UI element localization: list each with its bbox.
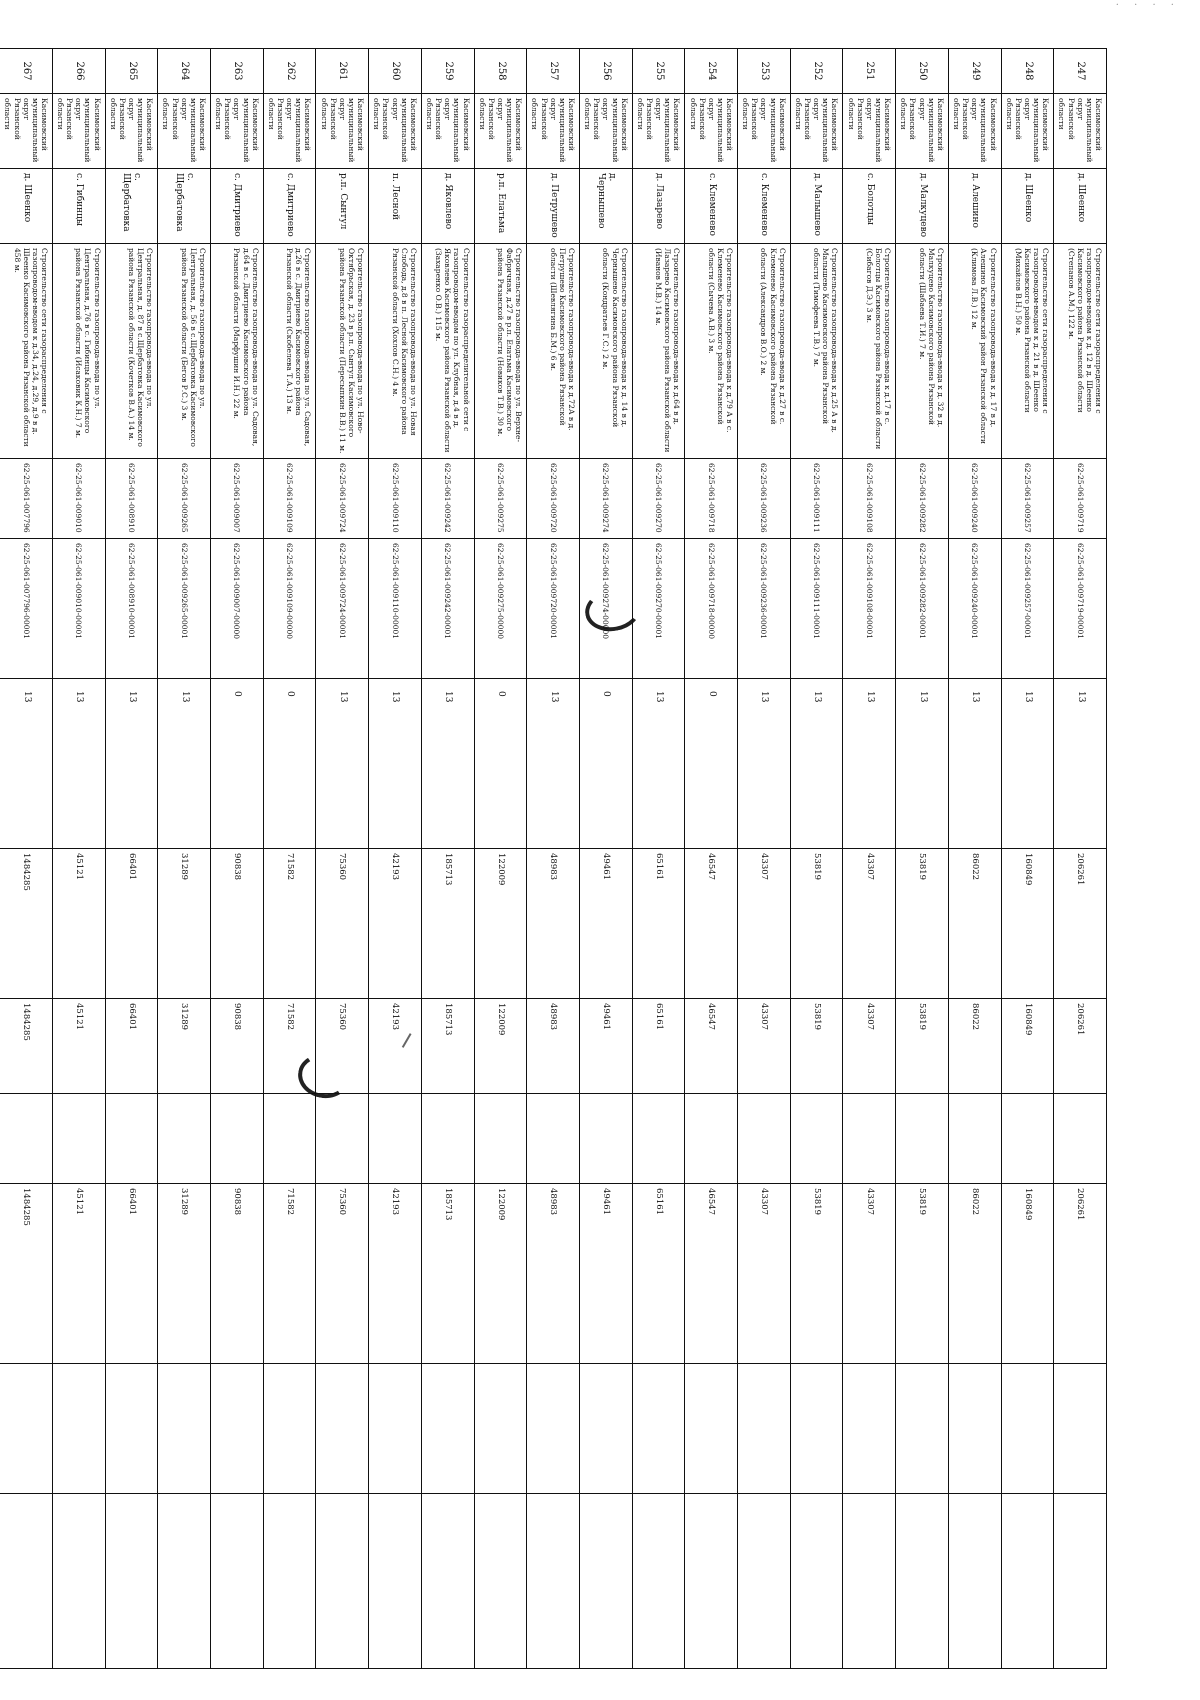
cell-code2: 62-25-061-009275-00000 — [474, 539, 527, 679]
cell-code: 62-25-061-009282 — [896, 459, 949, 539]
cell-zero: 13 — [0, 679, 52, 849]
cell-description: Строительство газопровода-ввода к д.25 А в д. Малышево Касимовского района Рязанской области (Тимофеева Т.В.) 7 м. — [790, 244, 843, 459]
cell-v2: 185713 — [421, 999, 474, 1094]
cell-place: д. Шеенко — [1001, 169, 1054, 244]
cell-n2 — [158, 1494, 211, 1669]
cell-code2: 62-25-061-009010-00001 — [52, 539, 105, 679]
cell-v1: 206261 — [1054, 849, 1107, 999]
cell-n2 — [632, 1494, 685, 1669]
cell-v4: 160849 — [1001, 1184, 1054, 1364]
cell-description: Строительство сети газораспределения с газопроводом-вводом к д.34, д.24, д.29, д.9 в д. Шеенко Касимовского района Рязанской области 458 м. — [0, 244, 52, 459]
cell-n2 — [685, 1494, 738, 1669]
cell-n2 — [316, 1494, 369, 1669]
cell-v3 — [263, 1094, 316, 1184]
cell-place: с. Гибинцы — [52, 169, 105, 244]
cell-v2: 1484285 — [0, 999, 52, 1094]
cell-n2 — [843, 1494, 896, 1669]
cell-num: 247 — [1054, 49, 1107, 94]
table-row — [0, 49, 52, 1669]
cell-description: Строительство газопровода-ввода к д.79 А в с. Клеменево Касимовского района Рязанской области (Сычева А.В.) 3 м. — [685, 244, 738, 459]
cell-n2 — [105, 1494, 158, 1669]
cell-v2: 66401 — [105, 999, 158, 1094]
cell-num: 254 — [685, 49, 738, 94]
cell-code: 62-25-061-009240 — [948, 459, 1001, 539]
cell-num: 262 — [263, 49, 316, 94]
cell-zero: 13 — [158, 679, 211, 849]
cell-n1 — [685, 1364, 738, 1494]
cell-code: 62-25-061-009274 — [579, 459, 632, 539]
cell-district: Касимовский муниципальный округ Рязанской области — [158, 94, 211, 169]
cell-place: с. Клеменево — [685, 169, 738, 244]
cell-num: 261 — [316, 49, 369, 94]
cell-v1: 160849 — [1001, 849, 1054, 999]
cell-v3 — [52, 1094, 105, 1184]
cell-n1 — [369, 1364, 422, 1494]
cell-district: Касимовский муниципальный округ Рязанской области — [685, 94, 738, 169]
cell-place: д. Лазарево — [632, 169, 685, 244]
cell-n2 — [790, 1494, 843, 1669]
cell-v2: 43307 — [738, 999, 791, 1094]
cell-v1: 71582 — [263, 849, 316, 999]
cell-n1 — [738, 1364, 791, 1494]
cell-v2: 53819 — [790, 999, 843, 1094]
cell-v4: 86022 — [948, 1184, 1001, 1364]
cell-n2 — [738, 1494, 791, 1669]
cell-v2: 53819 — [896, 999, 949, 1094]
cell-code2: 62-25-061-009109-00000 — [263, 539, 316, 679]
cell-place: с. Щербатовка — [158, 169, 211, 244]
cell-code: 62-25-061-009236 — [738, 459, 791, 539]
table-row — [158, 49, 211, 1669]
cell-code: 62-25-061-009270 — [632, 459, 685, 539]
table-body — [0, 49, 1107, 1669]
cell-description: Строительство газопровода-ввода по ул. Центральная, д. 56 в с.Щербатовка Касимовского района Рязанской области (Бегов Р.С.) 3 м. — [158, 244, 211, 459]
cell-v1: 122009 — [474, 849, 527, 999]
scan-marks: · · · · — [1115, 0, 1180, 11]
cell-v4: 46547 — [685, 1184, 738, 1364]
cell-description: Строительство газопровода-ввода по ул. Садовая, д.64 в с. Дмитриево Касимовского района Рязанской области (Марфушин И.Н.) 22 м. — [211, 244, 264, 459]
cell-n2 — [369, 1494, 422, 1669]
cell-v1: 1484285 — [0, 849, 52, 999]
cell-place: с. Дмитриево — [263, 169, 316, 244]
cell-district: Касимовский муниципальный округ Рязанской области — [632, 94, 685, 169]
cell-district: Касимовский муниципальный округ Рязанской области — [843, 94, 896, 169]
cell-v3 — [0, 1094, 52, 1184]
cell-code2: 62-25-061-009240-00001 — [948, 539, 1001, 679]
table-row — [474, 49, 527, 1669]
cell-v3 — [948, 1094, 1001, 1184]
cell-v1: 31289 — [158, 849, 211, 999]
cell-code2: 62-25-061-009110-00001 — [369, 539, 422, 679]
cell-code: 62-25-061-009724 — [316, 459, 369, 539]
cell-num: 264 — [158, 49, 211, 94]
cell-n1 — [790, 1364, 843, 1494]
cell-code2: 62-25-061-009007-00000 — [211, 539, 264, 679]
cell-v1: 86022 — [948, 849, 1001, 999]
cell-num: 259 — [421, 49, 474, 94]
cell-num: 256 — [579, 49, 632, 94]
cell-num: 263 — [211, 49, 264, 94]
cell-n1 — [579, 1364, 632, 1494]
cell-place: д. Шеенко — [0, 169, 52, 244]
cell-v3 — [738, 1094, 791, 1184]
cell-code2: 62-25-061-009108-00001 — [843, 539, 896, 679]
cell-v4: 185713 — [421, 1184, 474, 1364]
cell-v2: 65161 — [632, 999, 685, 1094]
cell-v2: 48983 — [527, 999, 580, 1094]
cell-v1: 49461 — [579, 849, 632, 999]
table-row — [527, 49, 580, 1669]
cell-place: д. Малкуцево — [896, 169, 949, 244]
cell-district: Касимовский муниципальный округ Рязанской области — [263, 94, 316, 169]
cell-n1 — [421, 1364, 474, 1494]
cell-v3 — [421, 1094, 474, 1184]
cell-code2: 62-25-061-007796-00001 — [0, 539, 52, 679]
gas-pipeline-table — [0, 48, 1107, 1669]
cell-n1 — [52, 1364, 105, 1494]
cell-v3 — [632, 1094, 685, 1184]
cell-code2: 62-25-061-009236-00001 — [738, 539, 791, 679]
cell-v4: 43307 — [738, 1184, 791, 1364]
cell-zero: 13 — [632, 679, 685, 849]
cell-code2: 62-25-061-008910-00001 — [105, 539, 158, 679]
cell-v3 — [211, 1094, 264, 1184]
cell-zero: 13 — [948, 679, 1001, 849]
table-row — [105, 49, 158, 1669]
cell-n1 — [632, 1364, 685, 1494]
table-row — [211, 49, 264, 1669]
cell-n1 — [158, 1364, 211, 1494]
cell-v2: 90838 — [211, 999, 264, 1094]
table-row — [263, 49, 316, 1669]
cell-n1 — [896, 1364, 949, 1494]
cell-description: Строительство газопровода-ввода к д.72А в д. Петрушево Касимовского района Рязанской области (Шевлягина Б.М.) 6 м. — [527, 244, 580, 459]
cell-n1 — [527, 1364, 580, 1494]
cell-place: д. Алешино — [948, 169, 1001, 244]
cell-n1 — [316, 1364, 369, 1494]
cell-n1 — [211, 1364, 264, 1494]
cell-code2: 62-25-061-009719-00001 — [1054, 539, 1107, 679]
cell-district: Касимовский муниципальный округ Рязанской области — [790, 94, 843, 169]
cell-v2: 31289 — [158, 999, 211, 1094]
cell-n1 — [105, 1364, 158, 1494]
cell-v2: 45121 — [52, 999, 105, 1094]
cell-v3 — [158, 1094, 211, 1184]
cell-v1: 90838 — [211, 849, 264, 999]
cell-v1: 75360 — [316, 849, 369, 999]
cell-place: с. Клеменево — [738, 169, 791, 244]
table-row — [843, 49, 896, 1669]
cell-v3 — [685, 1094, 738, 1184]
cell-v4: 206261 — [1054, 1184, 1107, 1364]
table-row — [52, 49, 105, 1669]
table-row — [421, 49, 474, 1669]
cell-v2: 122009 — [474, 999, 527, 1094]
cell-v3 — [896, 1094, 949, 1184]
cell-v1: 43307 — [843, 849, 896, 999]
cell-v1: 53819 — [896, 849, 949, 999]
cell-code: 62-25-061-009275 — [474, 459, 527, 539]
cell-v4: 53819 — [896, 1184, 949, 1364]
cell-code: 62-25-061-009718 — [685, 459, 738, 539]
cell-code: 62-25-061-007796 — [0, 459, 52, 539]
cell-v4: 71582 — [263, 1184, 316, 1364]
cell-description: Строительство газопровода-ввода по ул. Центральная, д. 87 в с.Щербатовка Касимовского района Рязанской области (Кочетков В.А.) 14 м. — [105, 244, 158, 459]
cell-num: 251 — [843, 49, 896, 94]
table-row — [738, 49, 791, 1669]
cell-district: Касимовский муниципальный округ Рязанской области — [1001, 94, 1054, 169]
cell-description: Строительство газопровода-ввода по ул. Ново-Октябрьская, д. 23 в р.п. Сынтул Касимовского района Рязанской области (Пересыпкин В.В.) 11 м. — [316, 244, 369, 459]
rotated-page — [3, 48, 1107, 1668]
cell-zero: 13 — [896, 679, 949, 849]
cell-place: д. Малышево — [790, 169, 843, 244]
cell-v2: 71582 — [263, 999, 316, 1094]
cell-v4: 122009 — [474, 1184, 527, 1364]
cell-v1: 46547 — [685, 849, 738, 999]
cell-v3 — [474, 1094, 527, 1184]
cell-district: Касимовский муниципальный округ Рязанской области — [369, 94, 422, 169]
cell-description: Строительство газопровода-ввода к д.17 в с. Болотцы Касимовского района Рязанской области (Сибагов Д.Э.) 3 м. — [843, 244, 896, 459]
cell-zero: 13 — [316, 679, 369, 849]
cell-district: Касимовский муниципальный округ Рязанской области — [948, 94, 1001, 169]
cell-zero: 0 — [263, 679, 316, 849]
cell-v3 — [579, 1094, 632, 1184]
cell-v1: 45121 — [52, 849, 105, 999]
table-row — [948, 49, 1001, 1669]
cell-v4: 53819 — [790, 1184, 843, 1364]
cell-n2 — [211, 1494, 264, 1669]
cell-code2: 62-25-061-009111-00001 — [790, 539, 843, 679]
cell-code: 62-25-061-009111 — [790, 459, 843, 539]
cell-code2: 62-25-061-009270-00001 — [632, 539, 685, 679]
cell-code: 62-25-061-009109 — [263, 459, 316, 539]
cell-v2: 86022 — [948, 999, 1001, 1094]
cell-v4: 66401 — [105, 1184, 158, 1364]
cell-n1 — [948, 1364, 1001, 1494]
cell-n2 — [263, 1494, 316, 1669]
cell-v1: 65161 — [632, 849, 685, 999]
cell-zero: 13 — [52, 679, 105, 849]
cell-num: 258 — [474, 49, 527, 94]
cell-n1 — [474, 1364, 527, 1494]
cell-zero: 0 — [211, 679, 264, 849]
cell-n1 — [1054, 1364, 1107, 1494]
cell-place: с. Дмитриево — [211, 169, 264, 244]
cell-description: Строительство газопровода-ввода по ул. Садовая, д.26 в с. Дмитриево Касимовского района Рязанской области (Скобелева Т.А.) 13 м. — [263, 244, 316, 459]
cell-place: р.п. Елатьма — [474, 169, 527, 244]
cell-code2: 62-25-061-009718-00000 — [685, 539, 738, 679]
cell-zero: 13 — [790, 679, 843, 849]
cell-n2 — [421, 1494, 474, 1669]
cell-num: 267 — [0, 49, 52, 94]
cell-v4: 75360 — [316, 1184, 369, 1364]
table-row — [1054, 49, 1107, 1669]
table-row — [316, 49, 369, 1669]
cell-n2 — [948, 1494, 1001, 1669]
cell-v4: 42193 — [369, 1184, 422, 1364]
cell-num: 257 — [527, 49, 580, 94]
cell-zero: 0 — [474, 679, 527, 849]
cell-place: д. Петрушево — [527, 169, 580, 244]
cell-district: Касимовский муниципальный округ Рязанской области — [474, 94, 527, 169]
cell-v2: 43307 — [843, 999, 896, 1094]
cell-code2: 62-25-061-009720-00001 — [527, 539, 580, 679]
table-row — [790, 49, 843, 1669]
cell-n2 — [1054, 1494, 1107, 1669]
cell-zero: 0 — [685, 679, 738, 849]
cell-district: Касимовский муниципальный округ Рязанской области — [211, 94, 264, 169]
cell-description: Строительство газопровода-ввода к д. 14 в д. Чернышево Касимовского района Рязанской области (Кондратьев Г.С.) 2 м. — [579, 244, 632, 459]
cell-n2 — [1001, 1494, 1054, 1669]
cell-description: Строительство газопровода-ввода к д. 32 в д. Малкуцево Касимовского района Рязанской области (Шабаева Т.И.) 7 м. — [896, 244, 949, 459]
cell-n1 — [843, 1364, 896, 1494]
cell-v4: 45121 — [52, 1184, 105, 1364]
cell-district: Касимовский муниципальный округ Рязанской области — [1054, 94, 1107, 169]
cell-n2 — [52, 1494, 105, 1669]
table-row — [579, 49, 632, 1669]
cell-v1: 66401 — [105, 849, 158, 999]
cell-description: Строительство газопровода-ввода по ул. Центральная, д.76 в с. Гибинцы Касимовского района Рязанской области (Исаковик К.Н.) 7 м. — [52, 244, 105, 459]
cell-district: Касимовский муниципальный округ Рязанской области — [0, 94, 52, 169]
cell-v4: 90838 — [211, 1184, 264, 1364]
cell-district: Касимовский муниципальный округ Рязанской области — [896, 94, 949, 169]
table-row — [632, 49, 685, 1669]
cell-place: д. Яковлево — [421, 169, 474, 244]
cell-n2 — [474, 1494, 527, 1669]
cell-n1 — [0, 1364, 52, 1494]
cell-v3 — [843, 1094, 896, 1184]
cell-code: 62-25-061-009007 — [211, 459, 264, 539]
cell-num: 255 — [632, 49, 685, 94]
cell-v3 — [369, 1094, 422, 1184]
cell-district: Касимовский муниципальный округ Рязанской области — [52, 94, 105, 169]
cell-zero: 13 — [1001, 679, 1054, 849]
cell-district: Касимовский муниципальный округ Рязанской области — [316, 94, 369, 169]
cell-v4: 31289 — [158, 1184, 211, 1364]
cell-v4: 48983 — [527, 1184, 580, 1364]
cell-code: 62-25-061-009010 — [52, 459, 105, 539]
cell-code: 62-25-061-009720 — [527, 459, 580, 539]
cell-v1: 42193 — [369, 849, 422, 999]
cell-code: 62-25-061-009242 — [421, 459, 474, 539]
cell-v3 — [790, 1094, 843, 1184]
cell-description: Строительство сети газораспределения с газопроводом-вводом к д. 12 в д. Шеенко Касимовского района Рязанской области (Степанов А.М.) 122 м. — [1054, 244, 1107, 459]
cell-code2: 62-25-061-009282-00001 — [896, 539, 949, 679]
cell-description: Строительство газопровода-ввода по ул. Верхне-Фабричная, д.27 в р.п. Елатьма Касимовского района Рязанской области (Новиков Т.В.) 30 м. — [474, 244, 527, 459]
cell-code2: 62-25-061-009242-00001 — [421, 539, 474, 679]
cell-place: д. Чернышево — [579, 169, 632, 244]
cell-v3 — [316, 1094, 369, 1184]
table-row — [369, 49, 422, 1669]
cell-place: д. Шеенко — [1054, 169, 1107, 244]
cell-v2: 49461 — [579, 999, 632, 1094]
cell-v2: 160849 — [1001, 999, 1054, 1094]
cell-v1: 53819 — [790, 849, 843, 999]
cell-description: Строительство газопровода-ввода к д. 17 в д. Алешино Касимовский район Рязанской области (Климова Л.В.) 12 м. — [948, 244, 1001, 459]
cell-code2: 62-25-061-009257-00001 — [1001, 539, 1054, 679]
cell-description: Строительство газопровода-ввода к д.27 в с. Клеменево Касимовского района Рязанской области (Александров В.О.) 2 м. — [738, 244, 791, 459]
cell-district: Касимовский муниципальный округ Рязанской области — [738, 94, 791, 169]
cell-num: 253 — [738, 49, 791, 94]
cell-district: Касимовский муниципальный округ Рязанской области — [579, 94, 632, 169]
cell-n2 — [527, 1494, 580, 1669]
cell-code: 62-25-061-008910 — [105, 459, 158, 539]
cell-place: п. Лесной — [369, 169, 422, 244]
cell-num: 265 — [105, 49, 158, 94]
cell-zero: 13 — [1054, 679, 1107, 849]
cell-code2: 62-25-061-009274-00000 — [579, 539, 632, 679]
cell-zero: 13 — [527, 679, 580, 849]
cell-v2: 46547 — [685, 999, 738, 1094]
cell-code: 62-25-061-009719 — [1054, 459, 1107, 539]
cell-num: 248 — [1001, 49, 1054, 94]
cell-v3 — [527, 1094, 580, 1184]
cell-num: 266 — [52, 49, 105, 94]
cell-num: 260 — [369, 49, 422, 94]
cell-v4: 49461 — [579, 1184, 632, 1364]
cell-v2: 206261 — [1054, 999, 1107, 1094]
cell-v3 — [1001, 1094, 1054, 1184]
cell-code: 62-25-061-009110 — [369, 459, 422, 539]
cell-code: 62-25-061-009265 — [158, 459, 211, 539]
cell-v4: 1484285 — [0, 1184, 52, 1364]
cell-code2: 62-25-061-009724-00001 — [316, 539, 369, 679]
cell-n1 — [263, 1364, 316, 1494]
table-row — [896, 49, 949, 1669]
cell-zero: 13 — [738, 679, 791, 849]
cell-n2 — [0, 1494, 52, 1669]
cell-district: Касимовский муниципальный округ Рязанской области — [421, 94, 474, 169]
cell-zero: 13 — [421, 679, 474, 849]
cell-zero: 0 — [579, 679, 632, 849]
cell-num: 249 — [948, 49, 1001, 94]
table-row — [685, 49, 738, 1669]
cell-n2 — [896, 1494, 949, 1669]
cell-v2: 42193 — [369, 999, 422, 1094]
cell-description: Строительство сети газораспределения с газопроводом-вводом к д. 21 в д. Шеенко Касимовского района Рязанской области (Михайлов В.Н.) 50 м. — [1001, 244, 1054, 459]
cell-v4: 43307 — [843, 1184, 896, 1364]
cell-num: 252 — [790, 49, 843, 94]
cell-district: Касимовский муниципальный округ Рязанской области — [105, 94, 158, 169]
table-row — [1001, 49, 1054, 1669]
cell-code: 62-25-061-009108 — [843, 459, 896, 539]
cell-description: Строительство газопровода-ввода к д.64 в д. Лазарево Касимовского района Рязанской области (Иванов М.В.) 14 м. — [632, 244, 685, 459]
cell-v4: 65161 — [632, 1184, 685, 1364]
cell-zero: 13 — [369, 679, 422, 849]
cell-code: 62-25-061-009257 — [1001, 459, 1054, 539]
cell-v1: 185713 — [421, 849, 474, 999]
cell-v3 — [105, 1094, 158, 1184]
cell-n2 — [579, 1494, 632, 1669]
cell-v1: 48983 — [527, 849, 580, 999]
cell-place: с. Болотцы — [843, 169, 896, 244]
cell-n1 — [1001, 1364, 1054, 1494]
cell-v1: 43307 — [738, 849, 791, 999]
cell-description: Строительство газопровода-ввода по ул. Новая Слобода, д.8 в п. Лесной Касимовского района Рязанской области (Хохлов С.Н.) 4 м. — [369, 244, 422, 459]
cell-district: Касимовский муниципальный округ Рязанской области — [527, 94, 580, 169]
cell-v2: 75360 — [316, 999, 369, 1094]
cell-place: с. Щербатовка — [105, 169, 158, 244]
cell-num: 250 — [896, 49, 949, 94]
cell-zero: 13 — [105, 679, 158, 849]
cell-description: Строительство газораспределительной сети с газопроводом-вводом по ул. Клубная, д.4 в д. Яковлево Касимовского района Рязанской области (Захаренко О.В.) 115 м. — [421, 244, 474, 459]
cell-zero: 13 — [843, 679, 896, 849]
cell-code2: 62-25-061-009265-00001 — [158, 539, 211, 679]
cell-place: р.п. Сынтул — [316, 169, 369, 244]
cell-v3 — [1054, 1094, 1107, 1184]
